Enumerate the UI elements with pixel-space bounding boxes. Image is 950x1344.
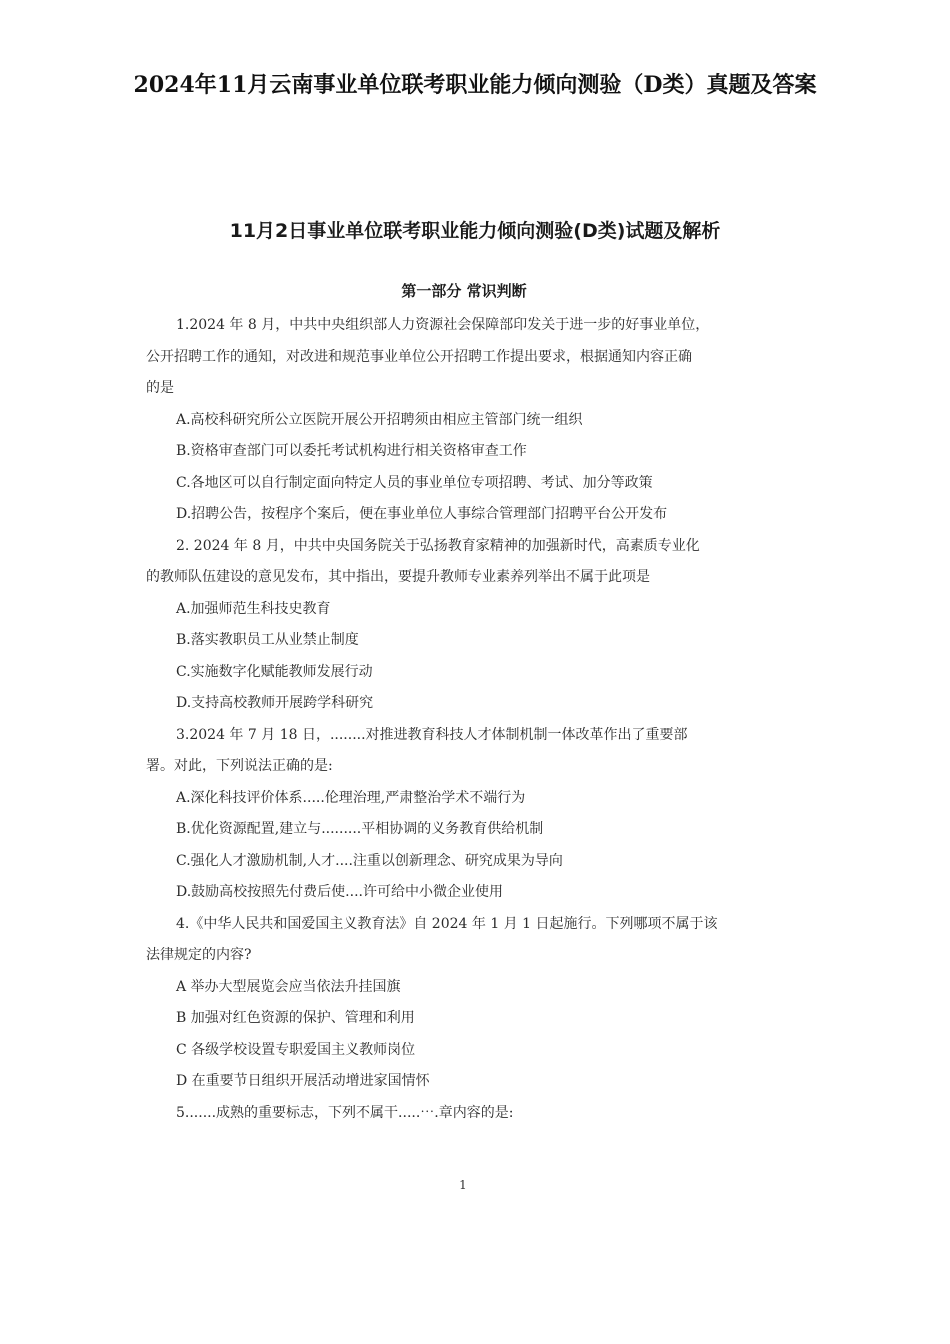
exam-subtitle: 11月2日事业单位联考职业能力倾向测验(D类)试题及解析 [229, 220, 721, 242]
question-5 [146, 1098, 786, 1130]
answer-option-a: A.高校科研究所公立医院开展公开招聘须由相应主管部门统一组织 [176, 411, 583, 428]
answer-option-b: B.优化资源配置,建立与.........平相协调的义务教育供给机制 [176, 821, 544, 837]
answer-option-d: D 在重要节日组织开展活动增进家国情怀 [176, 1073, 430, 1089]
question-stem-line: 公开招聘工作的通知，对改进和规范事业单位公开招聘工作提出要求，根据通知内容正确 [146, 348, 692, 365]
answer-option-d: D.支持高校教师开展跨学科研究 [176, 695, 374, 711]
question-stem-line: 法律规定的内容? [146, 947, 252, 963]
page-number: 1 [459, 1178, 467, 1192]
question-stem-line: 的教师队伍建设的意见发布，其中指出，要提升教师专业素养列举出不属于此项是 [146, 569, 650, 585]
document-title: 2024年11月云南事业单位联考职业能力倾向测验（D类）真题及答案 [133, 72, 817, 98]
question-stem-line: 的是 [146, 380, 174, 396]
answer-option-d: D.招聘公告，按程序个案后，便在事业单位人事综合管理部门招聘平台公开发布 [176, 506, 668, 522]
question-stem-line: 4.《中华人民共和国爱国主义教育法》自 2024 年 1 月 1 日起施行。下列哪项不属于该 [176, 915, 718, 932]
question-3 [146, 720, 786, 909]
answer-option-c: C 各级学校设置专职爱国主义教师岗位 [176, 1041, 416, 1058]
answer-option-d: D.鼓励高校按照先付费后使....许可给中小微企业使用 [176, 884, 503, 900]
question-4 [146, 909, 786, 1098]
answer-option-c: C.强化人才激励机制,人才....注重以创新理念、研究成果为导向 [176, 852, 563, 869]
answer-option-a: A 举办大型展览会应当依法升挂国旗 [176, 978, 401, 995]
answer-option-c: C.实施数字化赋能教师发展行动 [176, 663, 373, 680]
answer-option-c: C.各地区可以自行制定面向特定人员的事业单位专项招聘、考试、加分等政策 [176, 474, 653, 491]
question-stem-line: 3.2024 年 7 月 18 日，........对推进教育科技人才体制机制一体改革作出了重要部 [176, 726, 688, 743]
question-stem-line: 2. 2024 年 8 月，中共中央国务院关于弘扬教育家精神的加强新时代，高素质专业化 [176, 537, 700, 554]
question-stem-line: 1.2024 年 8 月，中共中央组织部人力资源社会保障部印发关于进一步的好事业单位， [176, 317, 710, 333]
answer-option-a: A.加强师范生科技史教育 [176, 600, 331, 617]
question-list [146, 310, 786, 1129]
answer-option-a: A.深化科技评价体系.....伦理治理,严肃整治学术不端行为 [176, 789, 526, 806]
question-stem-line: 5.......成熟的重要标志，下列不属干.....⋯.章内容的是: [176, 1104, 514, 1121]
question-1 [146, 310, 786, 531]
section-title: 第一部分 常识判断 [401, 282, 527, 300]
question-2 [146, 531, 786, 720]
answer-option-b: B.落实教职员工从业禁止制度 [176, 632, 359, 648]
answer-option-b: B.资格审查部门可以委托考试机构进行相关资格审查工作 [176, 443, 527, 459]
answer-option-b: B 加强对红色资源的保护、管理和利用 [176, 1010, 415, 1026]
question-stem-line: 署。对此，下列说法正确的是: [146, 758, 333, 774]
